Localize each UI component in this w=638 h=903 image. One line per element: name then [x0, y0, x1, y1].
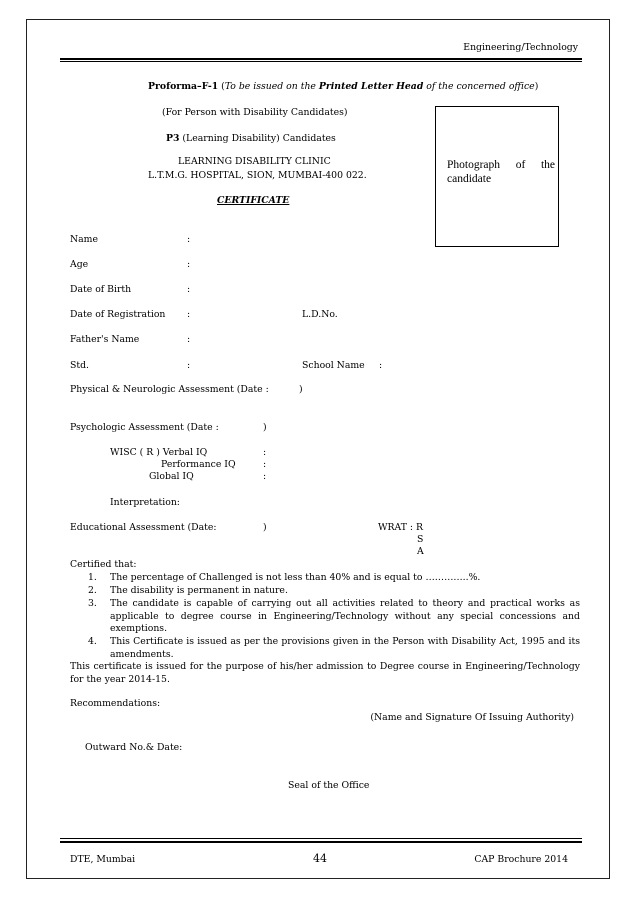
field-ldno-label: L.D.No. [302, 309, 338, 320]
photo-word: of [515, 159, 526, 171]
wrat-r: WRAT : R [378, 522, 424, 533]
certified-item-4: This Certificate is issued as per the provisions given in the Person with Disability Act, 1995 and its amendments. [110, 636, 580, 660]
footer-right: CAP Brochure 2014 [474, 854, 568, 865]
wrat-a: A [417, 546, 424, 557]
physical-assessment: Physical & Neurologic Assessment (Date : [70, 384, 269, 395]
item-number: 2. [88, 585, 97, 596]
seal-label: Seal of the Office [288, 780, 370, 791]
close-paren: ) [299, 384, 303, 395]
colon: : [187, 259, 191, 270]
recommendations: Recommendations: [70, 698, 161, 709]
page-number: 44 [313, 852, 327, 865]
colon: : [263, 447, 267, 458]
close-paren: ) [263, 522, 267, 533]
category-code: P3 [166, 133, 180, 144]
proforma-label: Proforma–F-1 [148, 81, 219, 92]
category-line [166, 133, 336, 144]
photo-box [435, 106, 559, 247]
certificate-title: CERTIFICATE [217, 195, 290, 206]
field-age-label: Age [70, 259, 89, 270]
header-title: Engineering/Technology [463, 42, 578, 53]
purpose-statement: This certificate is issued for the purpose of his/her admission to Degree course in Engineering/Technology for the year 2014-15. [70, 661, 580, 685]
item-number: 3. [88, 598, 97, 609]
performance-iq: Performance IQ [161, 459, 236, 470]
colon: : [187, 309, 191, 320]
proforma-line [148, 81, 538, 92]
item-number: 4. [88, 636, 97, 647]
instruction-c: of the concerned office [423, 81, 535, 92]
outward-number: Outward No.& Date: [85, 742, 183, 753]
footer-rule [60, 841, 582, 843]
interpretation: Interpretation: [110, 497, 180, 508]
psychologic-assessment: Psychologic Assessment (Date : [70, 422, 219, 433]
close-paren: ) [263, 422, 267, 433]
photo-word: candidate [447, 173, 492, 185]
certified-item-1: The percentage of Challenged is not less than 40% and is equal to …………..%. [110, 572, 481, 583]
colon: : [187, 234, 191, 245]
colon: : [263, 471, 267, 482]
photo-word: the [540, 159, 555, 171]
header-rule [60, 58, 582, 60]
category-text: (Learning Disability) Candidates [179, 133, 336, 144]
colon: : [379, 360, 383, 371]
item-number: 1. [88, 572, 97, 583]
certified-item-2: The disability is permanent in nature. [110, 585, 288, 596]
footer-left: DTE, Mumbai [70, 854, 136, 865]
colon: : [187, 334, 191, 345]
certified-heading: Certified that: [70, 559, 137, 570]
photo-caption [447, 158, 555, 186]
instruction-b: Printed Letter Head [318, 81, 424, 92]
paren: ( [218, 81, 225, 92]
field-dob-label: Date of Birth [70, 284, 132, 295]
colon: : [263, 459, 267, 470]
field-dor-label: Date of Registration [70, 309, 166, 320]
wrat-s: S [417, 534, 424, 545]
footer-rule-thin [60, 838, 582, 839]
field-father-label: Father's Name [70, 334, 140, 345]
signature-label: (Name and Signature Of Issuing Authority) [370, 712, 574, 723]
clinic-address: L.T.M.G. HOSPITAL, SION, MUMBAI-400 022. [148, 170, 367, 181]
educational-assessment: Educational Assessment (Date: [70, 522, 217, 533]
colon: : [187, 284, 191, 295]
instruction-a: To be issued on the [224, 81, 319, 92]
field-name-label: Name [70, 234, 98, 245]
photo-word: Photograph [447, 159, 501, 171]
paren: ) [534, 81, 539, 92]
colon: : [187, 360, 191, 371]
wisc-verbal-iq: WISC ( R ) Verbal IQ [110, 447, 208, 458]
field-school-label: School Name [302, 360, 365, 371]
header-rule-thin [60, 61, 582, 62]
global-iq: Global IQ [149, 471, 194, 482]
subtitle: (For Person with Disability Candidates) [162, 107, 348, 118]
certified-item-3: The candidate is capable of carrying out all activities related to theory and practical works as applicable to degree course in Engineering/Technology without any special concessions and exemptions. [110, 598, 580, 635]
field-std-label: Std. [70, 360, 90, 371]
clinic-name: LEARNING DISABILITY CLINIC [178, 156, 331, 167]
